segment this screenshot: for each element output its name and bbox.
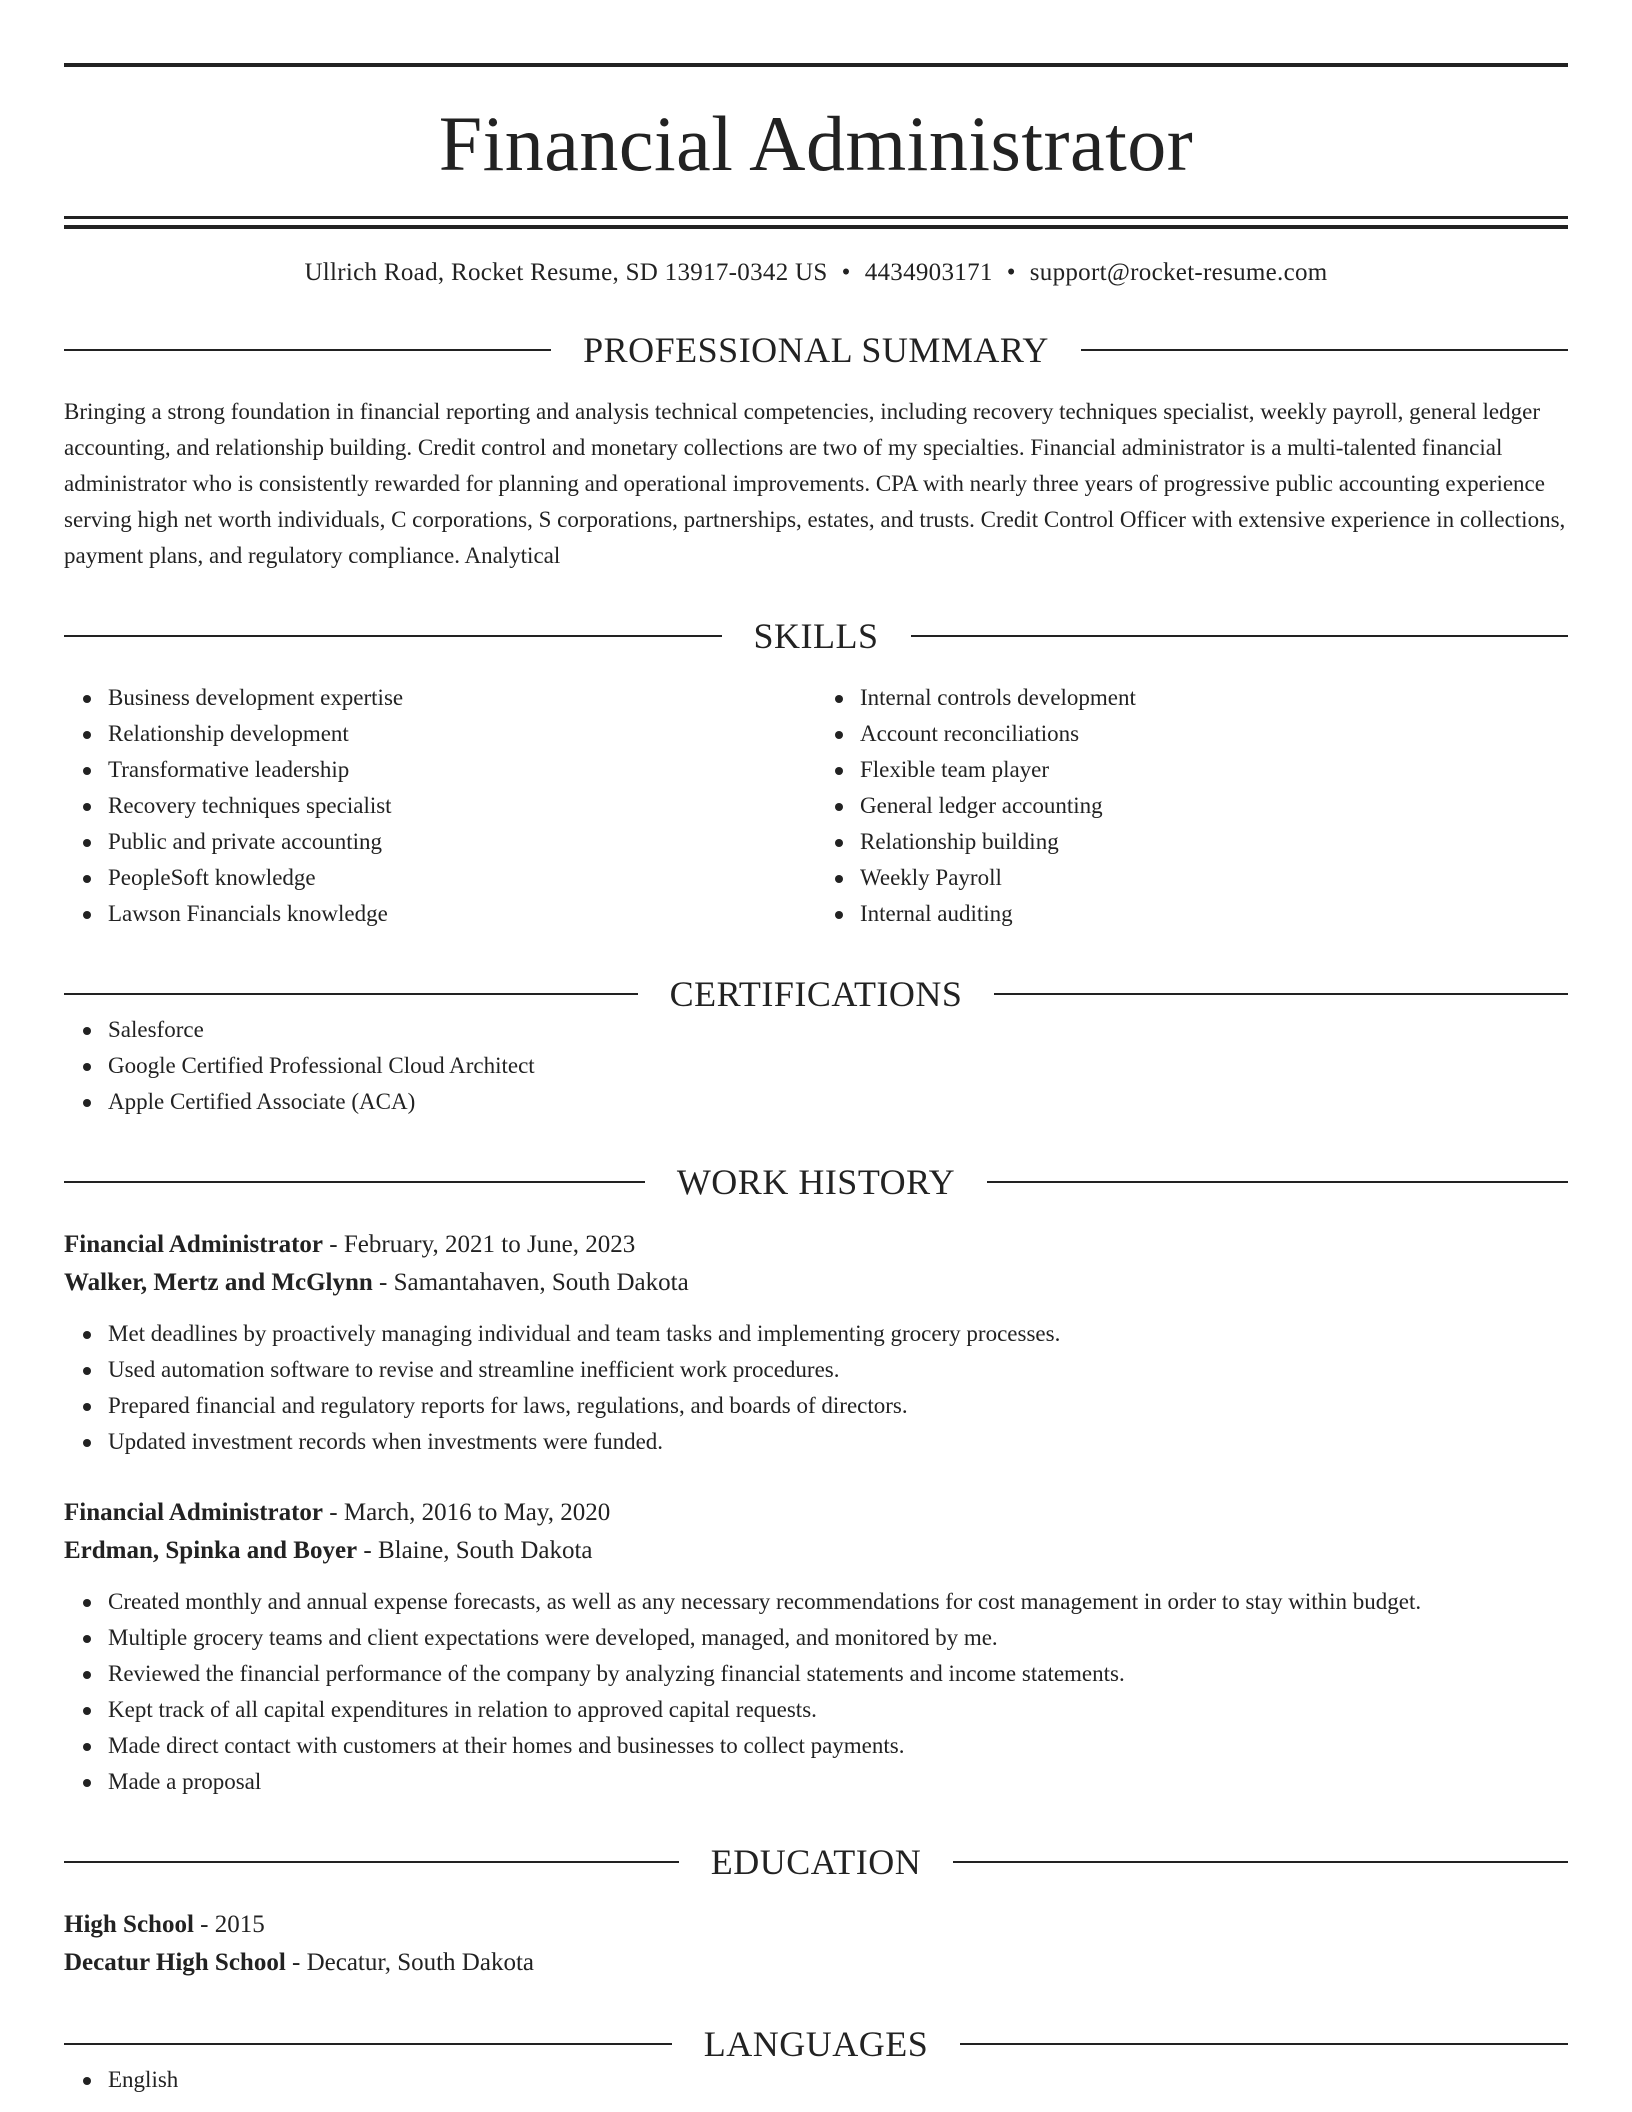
- languages-list: [64, 2062, 1568, 2098]
- certification-item: Google Certified Professional Cloud Architect: [108, 1048, 1568, 1084]
- education-school-line: [64, 1944, 1568, 1982]
- divider-line: [911, 635, 1569, 637]
- contact-separator: •: [1006, 259, 1016, 286]
- section-title-work-history: WORK HISTORY: [676, 1162, 956, 1202]
- language-item: English: [108, 2062, 1568, 2098]
- section-title-education: EDUCATION: [710, 1842, 922, 1882]
- skills-list-right: [816, 680, 1568, 932]
- skill-item: Lawson Financials knowledge: [108, 896, 816, 932]
- skill-item: Account reconciliations: [860, 716, 1568, 752]
- skill-item: Internal auditing: [860, 896, 1568, 932]
- divider-line: [64, 1181, 645, 1183]
- certification-item: Apple Certified Associate (ACA): [108, 1084, 1568, 1120]
- top-rule: [64, 63, 1568, 67]
- skill-item: Business development expertise: [108, 680, 816, 716]
- skill-item: PeopleSoft knowledge: [108, 860, 816, 896]
- job-company: Erdman, Spinka and Boyer: [64, 1537, 358, 1564]
- job-entry: [64, 1494, 1568, 1800]
- duty-item: Made a proposal: [108, 1764, 1568, 1800]
- divider-line: [64, 635, 722, 637]
- education-location: - Decatur, South Dakota: [285, 1949, 534, 1976]
- divider-line: [987, 1181, 1568, 1183]
- summary-header: [64, 332, 1568, 368]
- job-location: - Samantahaven, South Dakota: [372, 1269, 689, 1296]
- contact-address: Ullrich Road, Rocket Resume, SD 13917-0342 US: [304, 259, 828, 286]
- divider-line: [64, 1861, 679, 1863]
- job-company: Walker, Mertz and McGlynn: [64, 1269, 373, 1296]
- job-location: - Blaine, South Dakota: [357, 1537, 593, 1564]
- divider-line: [953, 1861, 1568, 1863]
- divider-line: [64, 993, 638, 995]
- skill-item: General ledger accounting: [860, 788, 1568, 824]
- skill-item: Recovery techniques specialist: [108, 788, 816, 824]
- job-title: Financial Administrator: [64, 1499, 324, 1526]
- duty-item: Updated investment records when investments were funded.: [108, 1424, 1568, 1460]
- skill-item: Public and private accounting: [108, 824, 816, 860]
- job-entry: [64, 1226, 1568, 1460]
- skills-header: [64, 618, 1568, 654]
- job-company-line: [64, 1264, 1568, 1302]
- job-title-line: [64, 1226, 1568, 1264]
- education-year: - 2015: [193, 1911, 265, 1938]
- title-double-rule: [64, 216, 1568, 229]
- resume-title: Financial Administrator: [438, 100, 1194, 187]
- divider-line: [64, 349, 551, 351]
- duty-item: Made direct contact with customers at their homes and businesses to collect payments.: [108, 1728, 1568, 1764]
- summary-text: Bringing a strong foundation in financial reporting and analysis technical competencies, including recovery techniques specialist, weekly payroll, general ledger accounting, and relationship building. Credit control and monetary collections are two of my specialties. Financial administrator is a multi-talented financial administrator who is consistently rewarded for planning and operational improvements. CPA with nearly three years of progressive public accounting experience serving high net worth individuals, C corporations, S corporations, partnerships, estates, and trusts. Credit Control Officer with extensive experience in collections, payment plans, and regulatory compliance. Analytical: [64, 399, 1566, 568]
- work-history-header: [64, 1164, 1568, 1200]
- education-degree: High School: [64, 1911, 194, 1938]
- job-title-line: [64, 1494, 1568, 1532]
- certifications-list: [64, 1012, 1568, 1120]
- section-title-certifications: CERTIFICATIONS: [669, 974, 963, 1014]
- languages-header: [64, 2026, 1568, 2062]
- section-title-languages: LANGUAGES: [703, 2024, 929, 2064]
- duty-item: Kept track of all capital expenditures in relation to approved capital requests.: [108, 1692, 1568, 1728]
- duty-item: Multiple grocery teams and client expectations were developed, managed, and monitored by me.: [108, 1620, 1568, 1656]
- skill-item: Weekly Payroll: [860, 860, 1568, 896]
- education-entry: [64, 1906, 1568, 1982]
- education-school: Decatur High School: [64, 1949, 286, 1976]
- skills-column-left: [64, 680, 816, 932]
- skill-item: Internal controls development: [860, 680, 1568, 716]
- skill-item: Transformative leadership: [108, 752, 816, 788]
- contact-phone: 4434903171: [864, 259, 993, 286]
- duty-item: Used automation software to revise and streamline inefficient work procedures.: [108, 1352, 1568, 1388]
- divider-line: [64, 2043, 672, 2045]
- job-company-line: [64, 1532, 1568, 1570]
- job-duties-list: [64, 1584, 1568, 1800]
- section-title-skills: SKILLS: [753, 616, 879, 656]
- contact-line: [64, 258, 1568, 288]
- education-header: [64, 1844, 1568, 1880]
- job-dates: - March, 2016 to May, 2020: [323, 1499, 611, 1526]
- education-degree-line: [64, 1906, 1568, 1944]
- skills-list-left: [64, 680, 816, 932]
- skill-item: Flexible team player: [860, 752, 1568, 788]
- skills-grid: [64, 680, 1568, 932]
- section-title-summary: PROFESSIONAL SUMMARY: [583, 330, 1049, 370]
- duty-item: Created monthly and annual expense forecasts, as well as any necessary recommendations for cost management in order to stay within budget.: [108, 1584, 1568, 1620]
- job-dates: - February, 2021 to June, 2023: [323, 1231, 636, 1258]
- duty-item: Reviewed the financial performance of the company by analyzing financial statements and income statements.: [108, 1656, 1568, 1692]
- job-duties-list: [64, 1316, 1568, 1460]
- divider-line: [1081, 349, 1568, 351]
- divider-line: [994, 993, 1568, 995]
- duty-item: Prepared financial and regulatory reports for laws, regulations, and boards of directors.: [108, 1388, 1568, 1424]
- certification-item: Salesforce: [108, 1012, 1568, 1048]
- job-title: Financial Administrator: [64, 1231, 324, 1258]
- skill-item: Relationship development: [108, 716, 816, 752]
- contact-separator: •: [841, 259, 851, 286]
- skills-column-right: [816, 680, 1568, 932]
- certifications-header: [64, 976, 1568, 1012]
- duty-item: Met deadlines by proactively managing individual and team tasks and implementing grocery processes.: [108, 1316, 1568, 1352]
- contact-email[interactable]: support@rocket-resume.com: [1029, 259, 1328, 286]
- divider-line: [960, 2043, 1568, 2045]
- skill-item: Relationship building: [860, 824, 1568, 860]
